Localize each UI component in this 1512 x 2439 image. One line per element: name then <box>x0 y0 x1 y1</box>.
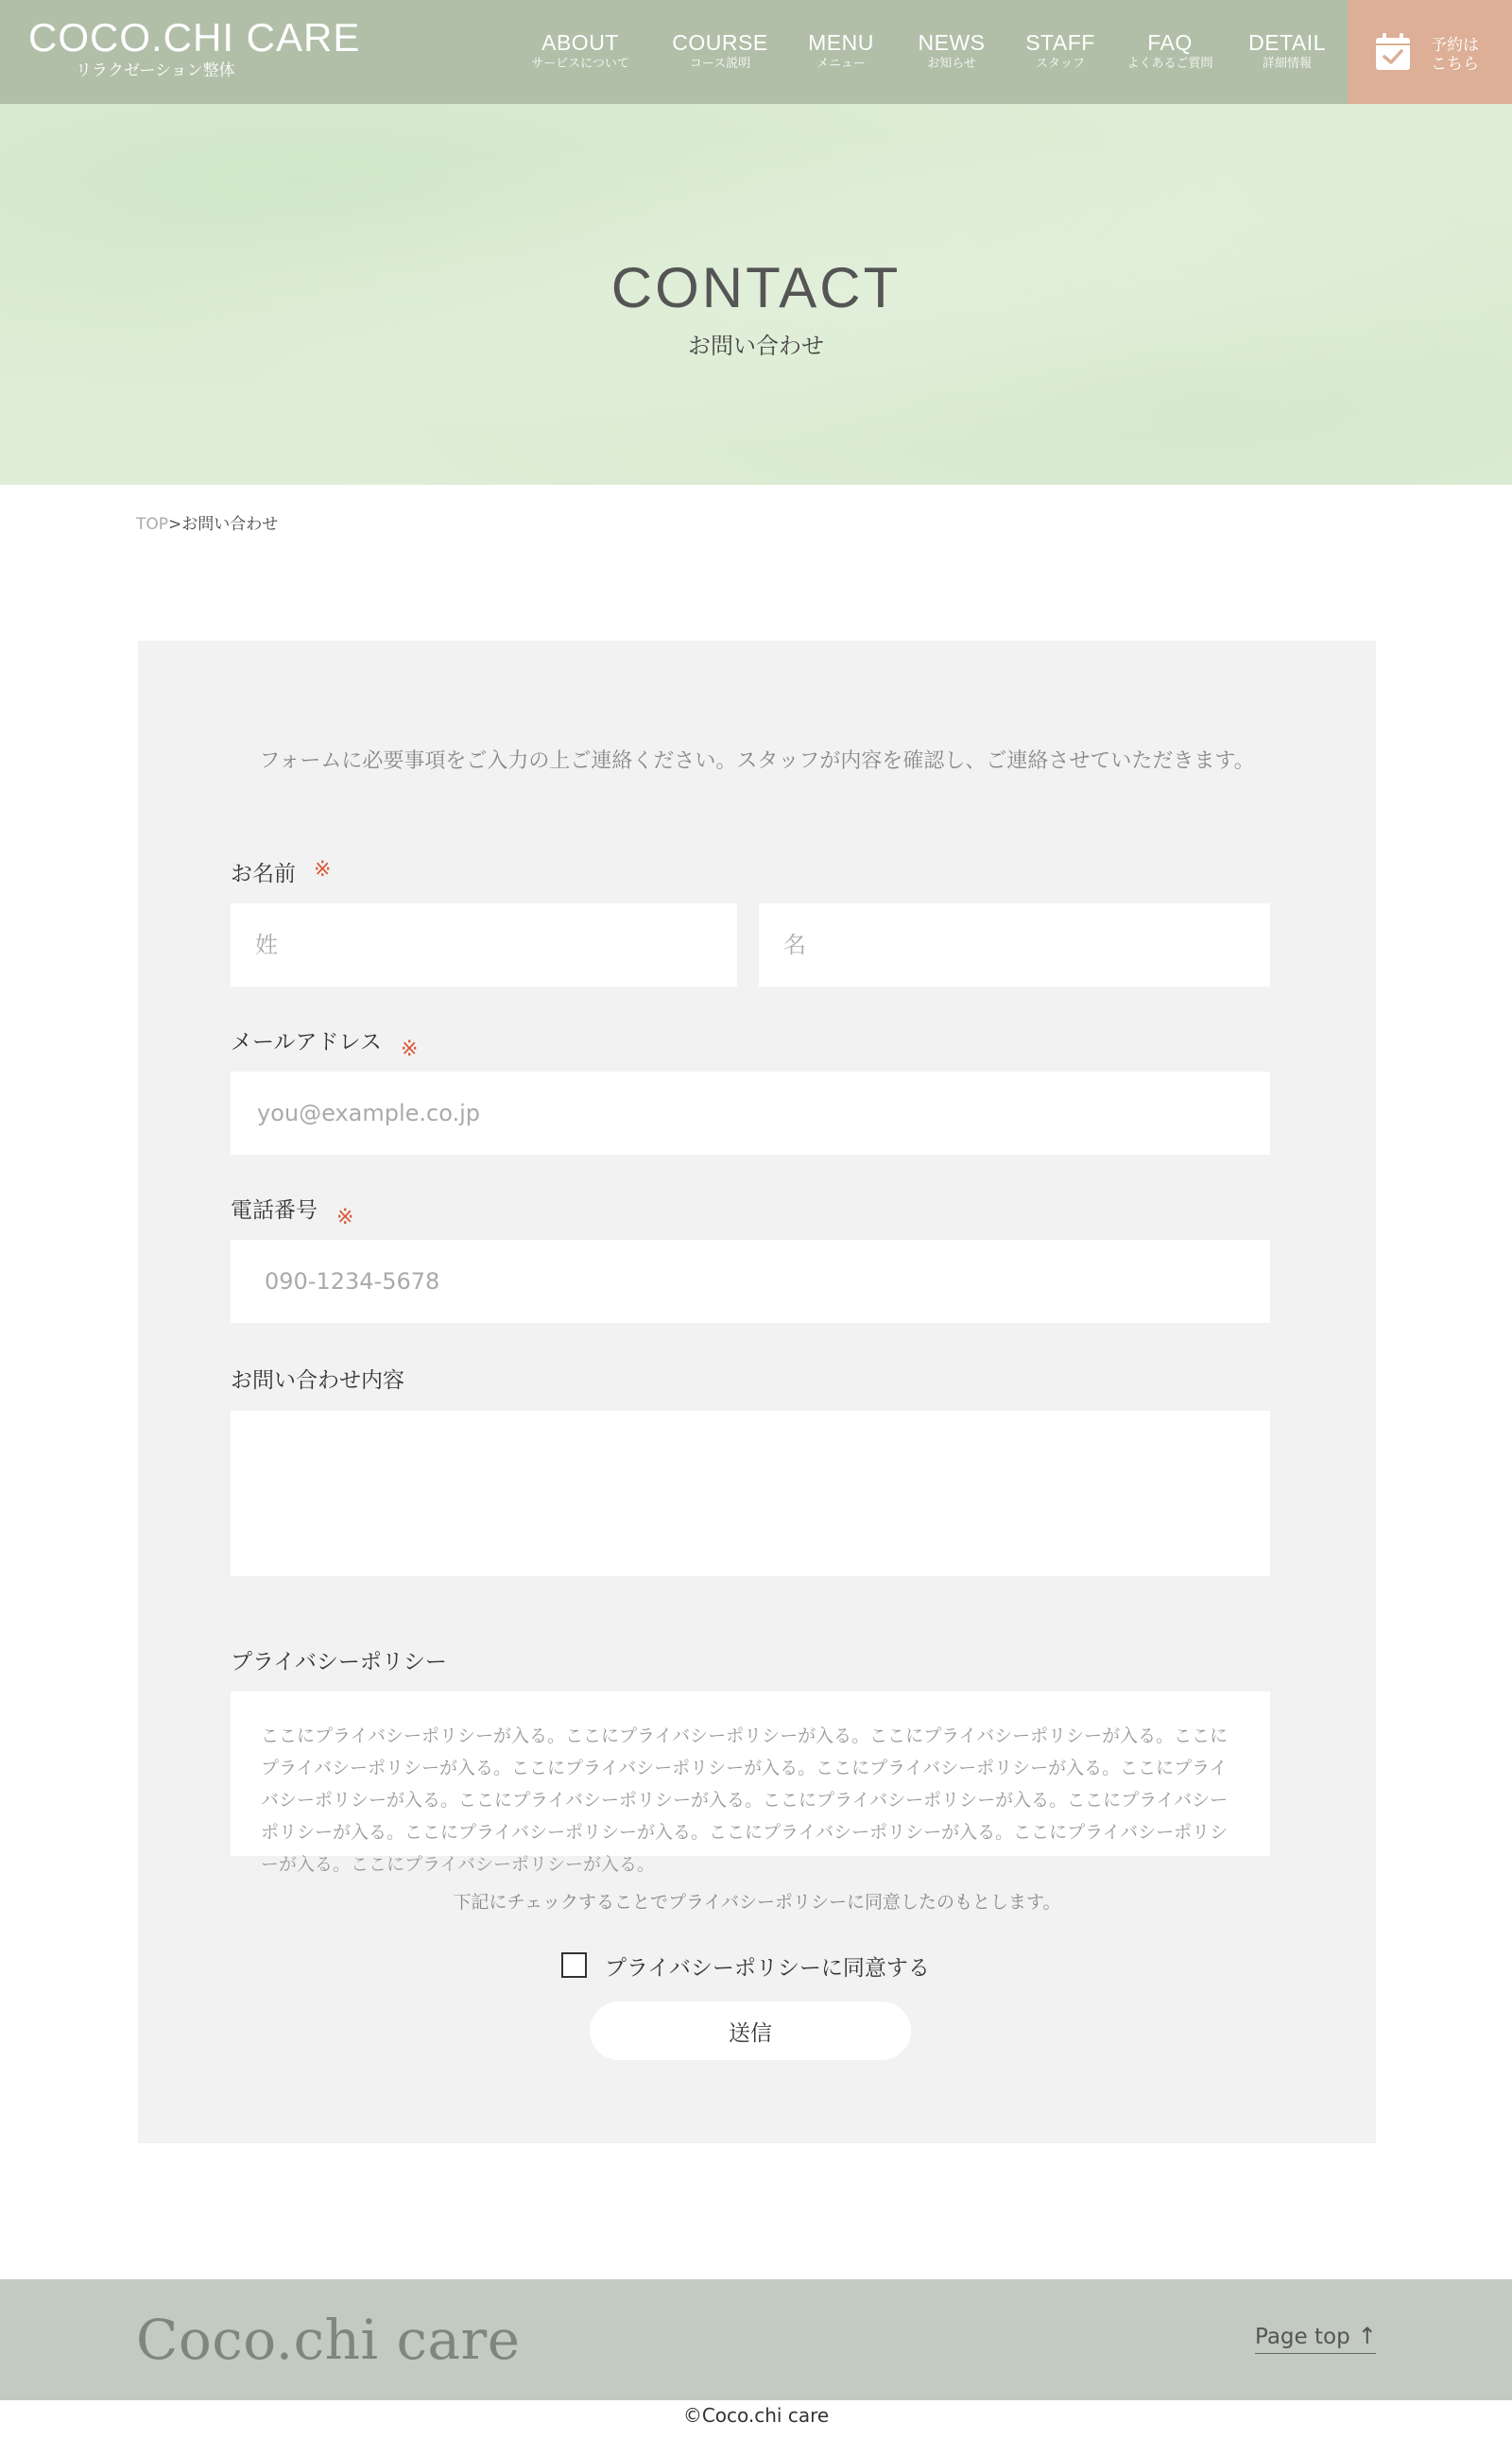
page-subtitle: お問い合わせ <box>688 333 824 359</box>
email-required-mark: ※ <box>401 1038 419 1061</box>
phone-label: 電話番号 <box>231 1198 318 1223</box>
nav-item-label: FAQ <box>1147 30 1193 55</box>
policy-scroll-box[interactable] <box>231 1692 1270 1875</box>
nav-item-label: COURSE <box>672 30 768 55</box>
nav-item-menu[interactable] <box>801 28 881 72</box>
email-input[interactable] <box>231 1072 1270 1155</box>
site-header <box>0 0 1512 104</box>
nav-item-staff[interactable] <box>1021 28 1100 72</box>
arrow-up-icon: ↑ <box>1357 2323 1377 2349</box>
message-textarea[interactable] <box>231 1411 1270 1576</box>
agree-label[interactable]: プライバシーポリシーに同意する <box>605 1956 930 1981</box>
contact-form-panel <box>138 641 1376 2143</box>
submit-button[interactable]: 送信 <box>590 2001 911 2060</box>
name-label: お名前 <box>231 862 296 886</box>
breadcrumb-separator: > <box>168 515 182 534</box>
agree-checkbox[interactable] <box>561 1952 587 1978</box>
nav-item-detail[interactable] <box>1246 28 1329 72</box>
policy-label: プライバシーポリシー <box>231 1650 447 1675</box>
nav-item-sublabel: お知らせ <box>927 57 976 71</box>
page-top-label: Page top <box>1255 2325 1350 2349</box>
nav-item-sublabel: よくあるご質問 <box>1126 57 1213 71</box>
policy-note: 下記にチェックすることでプライバシーポリシーに同意したのもとします。 <box>453 1892 1061 1913</box>
policy-text: ここにプライバシーポリシーが入る。ここにプライバシーポリシーが入る。ここにプライバシーポリシーが入る。ここにプライバシーポリシーが入る。ここにプライバシーポリシーが入る。ここにプライバシーポリシーが入る。ここにプライバシーポリシーが入る。ここにプライバシーポリシーが入る。ここにプライバシーポリシーが入る。ここにプライバシーポリシーが入る。ここにプライバシーポリシーが入る。ここにプライバシーポリシーが入る。ここにプライバシーポリシーが入る。ここにプライバシーポリシーが入る。 <box>261 1726 1228 1875</box>
copyright: ©Coco.chi care <box>682 2404 830 2427</box>
nav-item-sublabel: メニュー <box>816 57 866 71</box>
nav-item-sublabel: 詳細情報 <box>1262 57 1312 71</box>
nav-item-news[interactable] <box>912 28 991 72</box>
site-footer <box>0 2279 1512 2400</box>
logo-title: COCO.CHI CARE <box>28 15 361 60</box>
breadcrumb-current: お問い合わせ <box>181 515 279 534</box>
nav-item-label: STAFF <box>1025 30 1095 55</box>
logo-subtitle: リラクゼーション整体 <box>76 61 235 80</box>
nav-item-label: ABOUT <box>541 30 619 55</box>
footer-logo[interactable]: Coco.chi care <box>136 2308 521 2372</box>
reserve-label-line2: こちら <box>1431 55 1479 74</box>
phone-required-mark: ※ <box>336 1206 354 1229</box>
reserve-label <box>1431 36 1479 74</box>
nav-item-label: DETAIL <box>1248 30 1326 55</box>
email-label: メールアドレス <box>231 1030 382 1055</box>
nav-item-sublabel: スタッフ <box>1035 57 1085 71</box>
page-top-link[interactable] <box>1255 2323 1376 2354</box>
nav-item-sublabel: コース説明 <box>689 57 751 71</box>
first-name-input[interactable] <box>759 903 1270 987</box>
nav-item-label: NEWS <box>918 30 986 55</box>
form-intro: フォームに必要事項をご入力の上ご連絡ください。スタッフが内容を確認し、ご連絡させていただきます。 <box>259 749 1255 773</box>
phone-input[interactable] <box>231 1240 1270 1323</box>
hero-banner <box>0 104 1512 485</box>
page-title: CONTACT <box>610 256 902 319</box>
reserve-label-line1: 予約は <box>1431 36 1479 55</box>
nav-item-course[interactable] <box>671 28 769 72</box>
nav-item-label: MENU <box>808 30 874 55</box>
breadcrumb <box>136 510 278 534</box>
nav-item-sublabel: サービスについて <box>531 57 629 71</box>
calendar-check-icon <box>1374 32 1412 72</box>
nav-item-faq[interactable] <box>1117 28 1223 72</box>
message-label: お問い合わせ内容 <box>231 1368 404 1393</box>
main-nav <box>0 28 1512 85</box>
nav-item-about[interactable] <box>523 28 638 72</box>
breadcrumb-top-link[interactable]: TOP <box>136 515 169 534</box>
name-required-mark: ※ <box>314 858 332 882</box>
last-name-input[interactable] <box>231 903 737 987</box>
reserve-button[interactable] <box>1348 0 1512 104</box>
